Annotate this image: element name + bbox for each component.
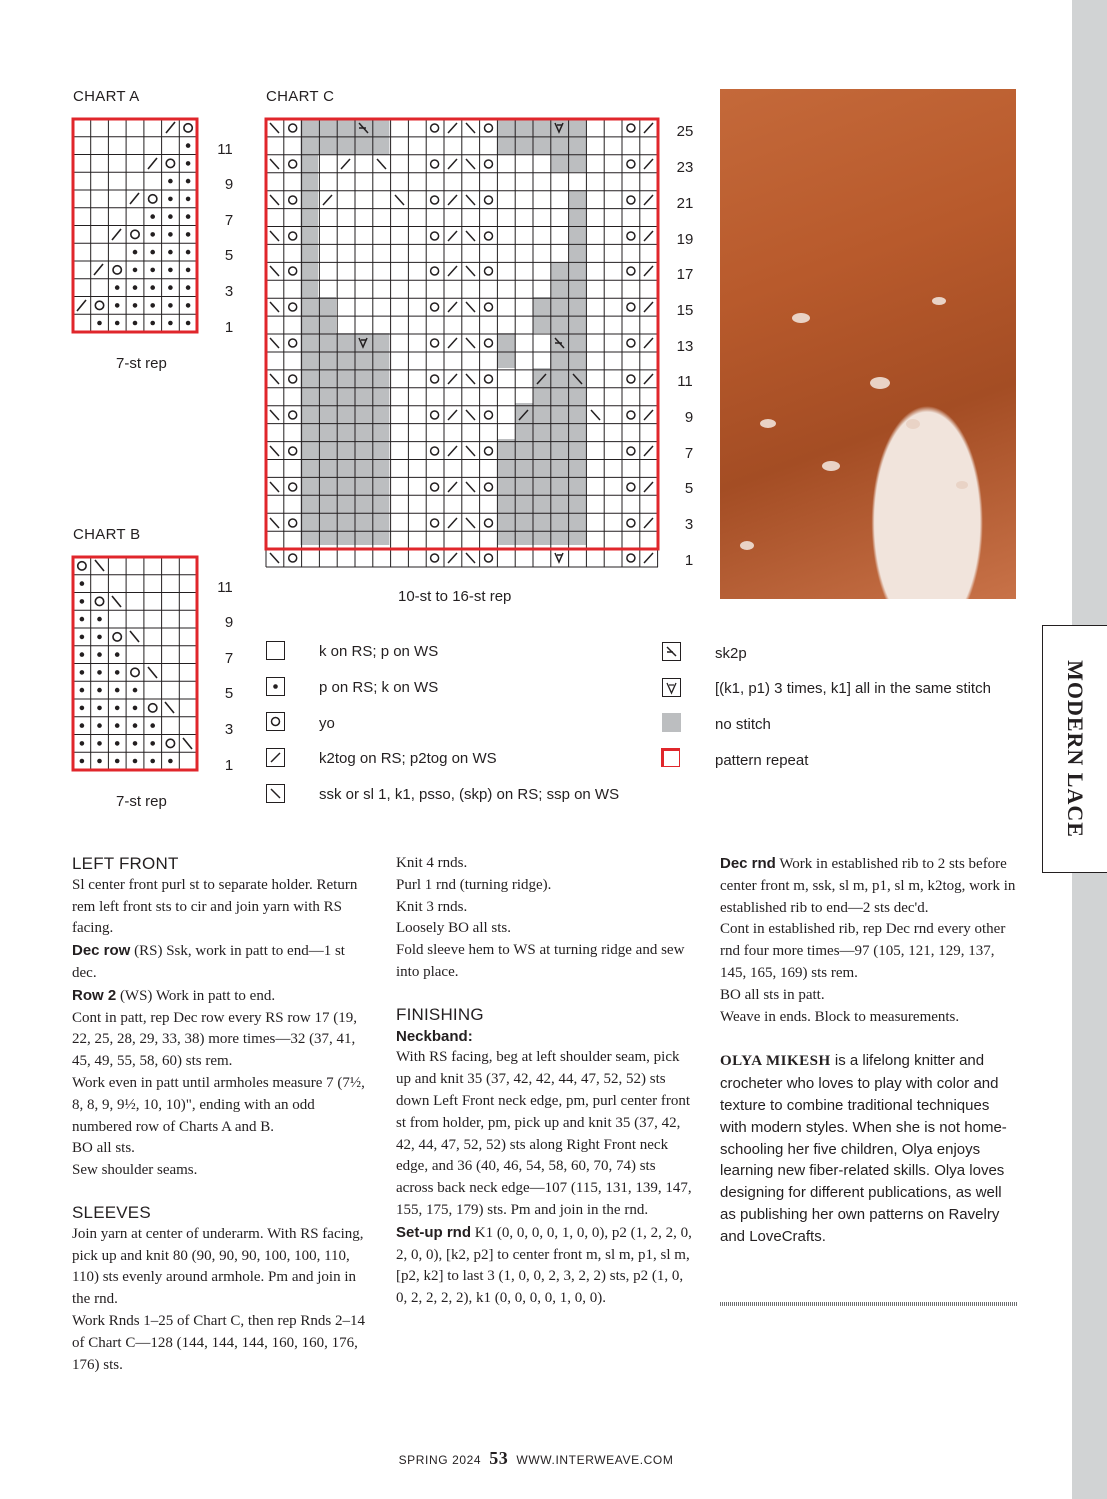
setup-rnd-text: K1 (0, 0, 0, 0, 1, 0, 0), p2 (1, 2, 2, 0, 2, 0, 0), [k2, p2] to center front m, sl m, p1, sl m, [p2, k2] to last 3 (1, 0, 0, 2, 3, 2, 2) sts, p2 (1, 0, 0, 2, 2, 2, 2), k1 (0, 0, 0, 0, 1, 0, 0). bbox=[396, 1224, 692, 1307]
chart-a-row-11: 11 bbox=[217, 141, 233, 158]
legend-text-sk2p: sk2p bbox=[715, 645, 747, 662]
footer-site: WWW.INTERWEAVE.COM bbox=[516, 1453, 674, 1467]
chart-b-row-1: 1 bbox=[224, 757, 234, 774]
dec-row-para bbox=[72, 940, 372, 985]
setup-rnd-para bbox=[396, 1222, 692, 1310]
left-front-heading: LEFT FRONT bbox=[72, 854, 179, 873]
chart-a-row-1: 1 bbox=[224, 319, 234, 336]
col2-para-5: Fold sleeve hem to WS at turning ridge and sew into place. bbox=[396, 942, 685, 980]
red-square-icon bbox=[661, 748, 680, 767]
chart-b-row-9: 9 bbox=[224, 614, 234, 631]
chart-b-row-5: 5 bbox=[224, 685, 234, 702]
col3-para-3: BO all sts in patt. bbox=[720, 986, 825, 1003]
chart-a-row-9: 9 bbox=[224, 176, 234, 193]
left-front-para-5: Sew shoulder seams. bbox=[72, 1162, 198, 1179]
chart-a-row-3: 3 bbox=[224, 283, 234, 300]
chart-c-row-21: 21 bbox=[676, 195, 694, 212]
legend-text-increase: [(k1, p1) 3 times, k1] all in the same stitch bbox=[715, 680, 991, 697]
chart-b-caption: 7-st rep bbox=[116, 793, 167, 810]
chart-c-row-15: 15 bbox=[676, 302, 694, 319]
legend-text-yo: yo bbox=[319, 715, 335, 732]
neckband-heading: Neckband: bbox=[396, 1027, 473, 1045]
dec-row-label: Dec row bbox=[72, 942, 131, 960]
knit-lace-photo bbox=[720, 89, 1016, 599]
author-name: OLYA MIKESH bbox=[720, 1053, 831, 1070]
legend-text-purl: p on RS; k on WS bbox=[319, 679, 439, 696]
column-1 bbox=[72, 853, 372, 1376]
legend-text-k2tog: k2tog on RS; p2tog on WS bbox=[319, 750, 497, 767]
dec-rnd-para bbox=[720, 853, 1018, 919]
left-front-para-3: Work even in patt until armholes measure 7 (7½, 8, 8, 9, 9½, 10, 10)", ending with an odd numbered row of Charts A and B. bbox=[72, 1074, 365, 1135]
sleeves-heading: SLEEVES bbox=[72, 1202, 151, 1222]
chart-a-grid bbox=[70, 116, 210, 336]
chart-c-row-9: 9 bbox=[684, 409, 694, 426]
legend-text-ssk: ssk or sl 1, k1, psso, (skp) on RS; ssp on WS bbox=[319, 786, 620, 803]
sk2p-icon bbox=[662, 642, 681, 661]
dot-square-icon bbox=[266, 677, 285, 696]
col2-para-2: Purl 1 rnd (turning ridge). bbox=[396, 876, 552, 893]
chart-b-row-3: 3 bbox=[224, 721, 234, 738]
chart-b-row-11: 11 bbox=[217, 579, 233, 596]
page-footer bbox=[0, 1448, 1072, 1469]
dec-rnd-label: Dec rnd bbox=[720, 855, 776, 872]
bio-end-rule bbox=[720, 1302, 1018, 1306]
chart-c-grid bbox=[262, 115, 664, 573]
column-2 bbox=[396, 853, 692, 1310]
grey-square-icon bbox=[662, 713, 681, 732]
yo-circle-icon bbox=[266, 712, 285, 731]
col2-para-4: Loosely BO all sts. bbox=[396, 920, 511, 937]
left-front-para-1: Sl center front purl st to separate holder. Return rem left front sts to cir and join yarn with RS facing. bbox=[72, 876, 358, 937]
left-front-para-4: BO all sts. bbox=[72, 1140, 135, 1157]
col2-para-1: Knit 4 rnds. bbox=[396, 855, 468, 871]
row-2-text: (WS) Work in patt to end. bbox=[116, 987, 276, 1004]
chart-c-caption: 10-st to 16-st rep bbox=[398, 588, 512, 605]
neckband-para: With RS facing, beg at left shoulder seam, pick up and knit 35 (37, 42, 42, 44, 47, 52, 52) sts down Left Front neck edge, pm, purl center front st from holder, pm, pick up and knit 35 (37, 42, 42, 44, 47, 52, 52) sts along Right Front neck edge, and 36 (40, 46, 54, 58, 60, 70, 74) sts across back neck edge—107 (115, 131, 139, 147, 155, 175, 179) sts. Pm and join in the rnd. bbox=[396, 1049, 692, 1218]
chart-c-row-13: 13 bbox=[676, 338, 694, 355]
column-3 bbox=[720, 853, 1018, 1248]
chart-c-row-23: 23 bbox=[676, 159, 694, 176]
chart-a-row-7: 7 bbox=[224, 212, 234, 229]
chart-c-row-7: 7 bbox=[684, 445, 694, 462]
col2-para-3: Knit 3 rnds. bbox=[396, 898, 468, 915]
chart-a-caption: 7-st rep bbox=[116, 355, 167, 372]
chart-c-row-19: 19 bbox=[676, 231, 694, 248]
sleeves-para-1: Join yarn at center of underarm. With RS facing, pick up and knit 80 (90, 90, 90, 100, 100, 110, 110) sts evenly around armhole. Pm and join in the rnd. bbox=[72, 1225, 364, 1308]
empty-square-icon bbox=[266, 641, 285, 660]
chart-a-row-5: 5 bbox=[224, 247, 234, 264]
chart-b-title: CHART B bbox=[73, 526, 141, 543]
finishing-heading: FINISHING bbox=[396, 1004, 484, 1024]
author-bio bbox=[720, 1050, 1018, 1247]
increase-7-icon bbox=[662, 678, 681, 697]
k2tog-slash-icon bbox=[266, 748, 285, 767]
setup-rnd-label: Set-up rnd bbox=[396, 1223, 471, 1241]
row-2-label: Row 2 bbox=[72, 986, 117, 1004]
footer-issue: SPRING 2024 bbox=[398, 1453, 482, 1467]
legend-text-no-stitch: no stitch bbox=[715, 716, 771, 733]
chart-a-title: CHART A bbox=[73, 88, 140, 105]
legend-text-knit: k on RS; p on WS bbox=[319, 643, 439, 660]
author-bio-text: is a lifelong knitter and crocheter who loves to play with color and texture to combine traditional techniques with modern styles. When she is not home-schooling her five children, Olya enjoys learning new fiber-related skills. Olya loves designing for different publications, as well as publishing her own patterns on Ravelry and LoveCrafts. bbox=[720, 1052, 1007, 1245]
chart-b-grid bbox=[70, 554, 210, 774]
chart-c-row-1: 1 bbox=[684, 552, 694, 569]
ssk-backslash-icon bbox=[266, 784, 285, 803]
section-tab-label: MODERN LACE bbox=[1063, 660, 1088, 838]
col3-para-2: Cont in established rib, rep Dec rnd every other rnd four more times—97 (105, 121, 129, 137, 145, 165, 169) sts rem. bbox=[720, 921, 1006, 981]
chart-b-row-7: 7 bbox=[224, 650, 234, 667]
chart-c-row-11: 11 bbox=[677, 373, 693, 390]
chart-c-row-5: 5 bbox=[684, 480, 694, 497]
dec-row-text: (RS) Ssk, work in patt to end—1 st dec. bbox=[72, 943, 345, 981]
chart-c-row-17: 17 bbox=[676, 266, 694, 283]
section-tab bbox=[1042, 625, 1107, 873]
row-2-para bbox=[72, 985, 372, 1008]
sleeves-para-2: Work Rnds 1–25 of Chart C, then rep Rnds 2–14 of Chart C—128 (144, 144, 144, 160, 160, 176, 176) sts. bbox=[72, 1312, 365, 1373]
legend-text-repeat: pattern repeat bbox=[715, 752, 809, 769]
chart-c-title: CHART C bbox=[266, 88, 335, 105]
page-number: 53 bbox=[489, 1448, 509, 1468]
left-front-para-2: Cont in patt, rep Dec row every RS row 17 (19, 22, 25, 28, 29, 33, 38) more times—32 (37, 41, 45, 49, 55, 58, 60) sts rem. bbox=[72, 1009, 357, 1070]
chart-c-row-3: 3 bbox=[684, 516, 694, 533]
dec-rnd-text: Work in established rib to 2 sts before center front m, ssk, sl m, p1, sl m, k2tog, work in established rib to end—2 sts dec'd. bbox=[720, 856, 1016, 916]
chart-c-row-25: 25 bbox=[676, 123, 694, 140]
col3-para-4: Weave in ends. Block to measurements. bbox=[720, 1008, 960, 1025]
